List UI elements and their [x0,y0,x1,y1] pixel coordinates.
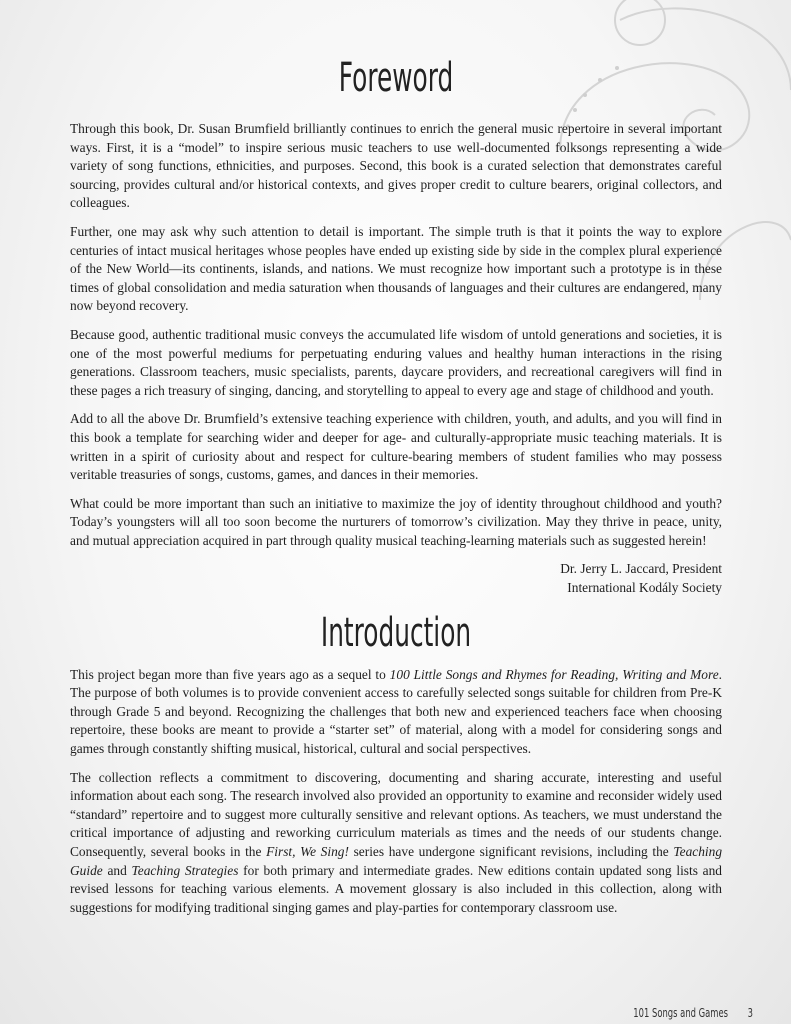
page-number: 3 [747,1006,753,1020]
text: The collection reflects a commitment to discovering, documenting and sharing accurate, interesting and useful information about each song. The research involved also provided an opportunity to examine and reconsider widely used “standard” repertoire and to suggest more culturally sensitive and relevant options. As teachers, we must understand the critical importance of adjusting and reworking curriculum materials as times and the needs of our students change. Consequently, several books in the [70,769,722,859]
page-footer [633,1006,753,1020]
text: for both primary and intermediate grades. New editions contain updated song lists and revised lessons for teaching various elements. A movement glossary is also included in this collection, along with suggestions for modifying traditional singing games and play-parties for contemporary classroom use. [70,862,722,915]
book-title: 100 Little Songs and Rhymes for Reading, Writing and More [389,666,719,682]
text: . The purpose of both volumes is to provide convenient access to carefully selected songs suitable for children from Pre-K through Grade 5 and beyond. Recognizing the challenges that both new and experienced teachers face when choosing repertoire, these books are meant to provide a “starter set” of material, along with a model for considering songs and games through constantly shifting musical, historical, cultural and social perspectives. [70,666,722,757]
document-page [70,0,722,927]
signature-name: Dr. Jerry L. Jaccard, President [560,561,722,577]
introduction-paragraph [70,666,722,759]
book-title: Teaching Strategies [131,862,239,878]
foreword-title: Foreword [338,55,454,101]
signature-organization: International Kodály Society [567,580,722,596]
introduction-paragraph [70,769,722,918]
signature [70,560,722,597]
introduction-title: Introduction [320,609,472,656]
foreword-paragraph: Because good, authentic traditional music conveys the accumulated life wisdom of untold generations and societies, it is one of the most powerful mediums for perpetuating enduring values and healthy human interactions in the rising generations. Classroom teachers, music specialists, parents, daycare providers, and recreational caregivers will find in these pages a rich treasury of singing, dancing, and storytelling to appeal to every age and stage of childhood and youth. [70,326,722,398]
series-title: First, We Sing! [266,844,349,859]
foreword-paragraph: Add to all the above Dr. Brumfield’s extensive teaching experience with children, youth, and adults, and you will find in this book a template for searching wider and deeper for age- and culturally-appropriate music teaching materials. It is written in a spirit of curiosity about and respect for culture-bearing members of student families who may possess veritable treasuries of songs, customs, games, and dances in their memories. [70,411,722,483]
book-title: Teaching Guide [70,844,723,878]
foreword-paragraph: Further, one may ask why such attention to detail is important. The simple truth is that it points the way to explore centuries of intact musical heritages whose peoples have ended up existing side by side in the complex plural experience of the New World—its continents, islands, and nations. We must recognize how important such a prototype is in these times of global consolidation and media saturation when thousands of languages and their cultures are endangered, many now beyond recovery. [70,223,722,314]
foreword-paragraph: Through this book, Dr. Susan Brumfield brilliantly continues to enrich the general music repertoire in several important ways. First, it is a “model” to inspire serious music teachers to use well-documented folksongs representing a wide variety of song functions, ethnicities, and purposes. Second, this book is a curated selection that demonstrates careful sourcing, provides cultural and/or historical contexts, and gives proper credit to culture bearers, original collectors, and colleagues. [70,121,722,211]
foreword-paragraph: What could be more important than such an initiative to maximize the joy of identity throughout childhood and youth? Today’s youngsters will all too soon become the nurturers of tomorrow’s civilization. May they thrive in peace, unity, and mutual appreciation acquired in part through quality musical teaching-learning materials such as suggested herein! [70,495,722,548]
text: This project began more than five years ago as a sequel to [70,666,390,682]
text: and [102,862,132,878]
footer-book-title: 101 Songs and Games [633,1006,729,1020]
text: series have undergone significant revisions, including the [348,844,674,859]
